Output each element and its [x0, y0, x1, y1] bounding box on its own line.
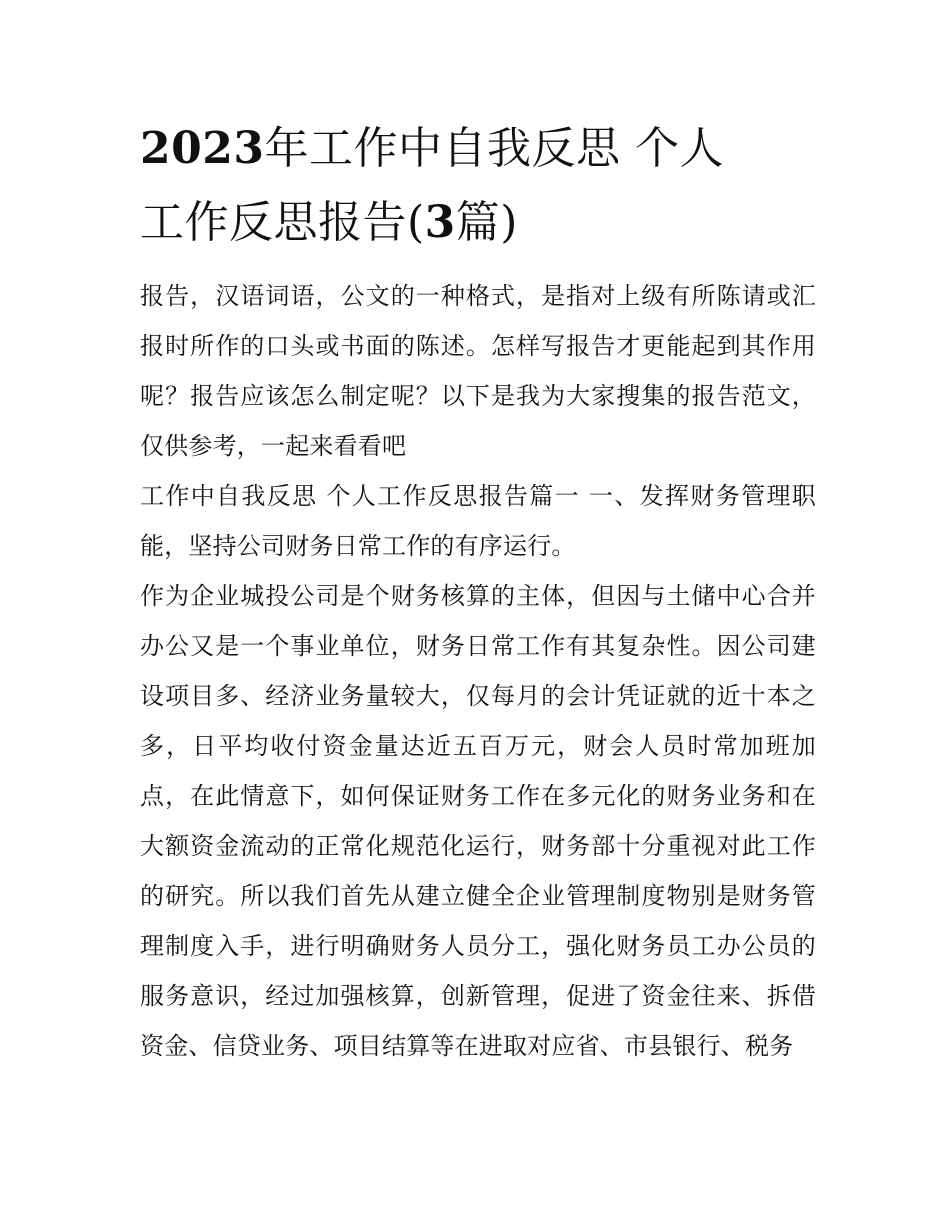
title-line2-end: 篇): [455, 197, 518, 248]
title-count: 3: [424, 197, 456, 248]
title-line2: 工作反思报告(: [140, 197, 425, 248]
title-year: 2023: [140, 123, 265, 174]
document-title: [140, 112, 816, 260]
paragraph-section-heading: 工作中自我反思 个人工作反思报告篇一 一、发挥财务管理职能，坚持公司财务日常工作的有序运行。: [140, 482, 816, 560]
paragraph-body: 作为企业城投公司是个财务核算的主体，但因与土储中心合并办公又是一个事业单位，财务日常工作有其复杂性。因公司建设项目多、经济业务量较大，仅每月的会计凭证就的近十本之多，日平均收付资金量达近五百万元，财会人员时常加班加点，在此情意下，如何保证财务工作在多元化的财务业务和在大额资金流动的正常化规范化运行，财务部十分重视对此工作的研究。所以我们首先从建立健全企业管理制度物别是财务管理制度入手，进行明确财务人员分工，强化财务员工办公员的服务意识，经过加强核算，创新管理，促进了资金往来、拆借资金、信贷业务、项目结算等在进取对应省、市县银行、税务: [140, 582, 816, 1060]
document-page: [140, 112, 816, 1071]
title-line1: 年工作中自我反思 个人: [264, 123, 724, 174]
paragraph-intro: 报告，汉语词语，公文的一种格式，是指对上级有所陈请或汇报时所作的口头或书面的陈述。怎样写报告才更能起到其作用呢？报告应该怎么制定呢？以下是我为大家搜集的报告范文，仅供参考，一起来看看吧: [140, 282, 816, 460]
